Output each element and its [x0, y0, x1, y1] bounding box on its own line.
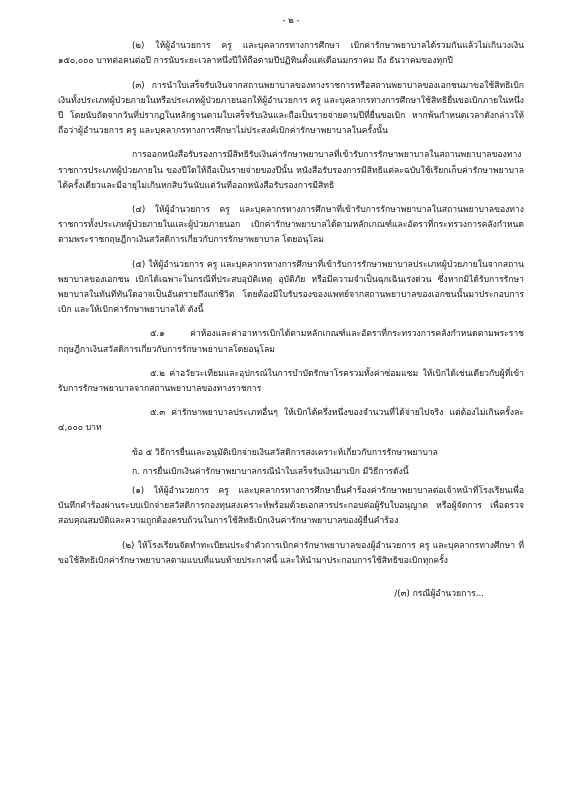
section-5-heading: ข้อ ๕ วิธีการยื่นและอนุมัติเบิกจ่ายเงินสวัสดิการสงเคราะห์เกี่ยวกับการรักษาพยาบาล	[132, 447, 438, 458]
clause-4-paragraph: (๔) ให้ผู้อำนวยการ ครู และบุคลากรทางการศึกษาที่เข้ารับการรักษาพยาบาลในสถานพยาบาลของทางราชการทั้งประเภทผู้ป่วยภายในและผู้ป่วยภายนอก เบิกค่ารักษาพยาบาลได้ตามหลักเกณฑ์และอัตราที่กระทรวงการคลังกำหนด ตามพระราชกฤษฎีกาเงินสวัสดิการเกี่ยวกับการรักษาพยาบาล โดยอนุโลม	[58, 205, 524, 246]
certificate-paragraph: การออกหนังสือรับรองการมีสิทธิรับเงินค่ารักษาพยาบาลที่เข้ารับการรักษาพยาบาลในสถานพยาบาลของทางราชการประเภทผู้ป่วยภายใน ของปีใดให้ถือเป็นรายจ่ายของปีนั้น หนังสือรับรองการมีสิทธิแต่ละฉบับใช้เรียกเก็บค่ารักษาพยาบาลได้ครั้งเดียวและมีอายุไม่เกินหกสิบวันนับแต่วันที่ออกหนังสือรับรองการมีสิทธิ	[58, 150, 524, 191]
page-number: - ๒ -	[282, 16, 300, 26]
procedure-1-paragraph: (๑) ให้ผู้อำนวยการ ครู และบุคลากรทางการศึกษายื่นคำร้องค่ารักษาพยาบาลต่อเจ้าหน้าที่โรงเรียนเพื่อบันทึกคำร้องผ่านระบบเบิกจ่ายสวัสดิการกองทุนสงเคราะห์พร้อมด้วยเอกสารประกอบต่อผู้รับใบอนุญาต หรือผู้จัดการ เพื่อตรวจสอบคุณสมบัติและความถูกต้องครบถ้วนในการใช้สิทธิเบิกเงินค่ารักษาพยาบาลของผู้ยื่นคำร้อง	[58, 486, 524, 527]
item-5-3-paragraph: ๕.๓ ค่ารักษาพยาบาลประเภทอื่นๆ ให้เบิกได้ครึ่งหนึ่งของจำนวนที่ได้จ่ายไปจริง แต่ต้องไม่เกินครั้งละ ๔,๐๐๐ บาท	[58, 408, 524, 434]
continuation-marker: /(๓) กรณีผู้อำนวยการ...	[394, 589, 484, 600]
clause-5-paragraph: (๕) ให้ผู้อำนวยการ ครู และบุคลากรทางการศึกษาที่เข้ารับการรักษาพยาบาลประเภทผู้ป่วยภายในจากสถานพยาบาลของเอกชน เบิกได้เฉพาะในกรณีที่ประสบอุบัติเหตุ อุบัติภัย หรือมีความจำเป็นฉุกเฉินเร่งด่วน ซึ่งหากมิได้รับการรักษาพยาบาลในทันทีทันใดอาจเป็นอันตรายถึงแก่ชีวิต โดยต้องมีใบรับรองของแพทย์จากสถานพยาบาลของเอกชนนั้นมาประกอบการเบิก และให้เบิกค่ารักษาพยาบาลได้ ดังนี้	[58, 259, 524, 316]
item-5-1-paragraph: ๕.๑ ค่าห้องและค่าอาหารเบิกได้ตามหลักเกณฑ์และอัตราที่กระทรวงการคลังกำหนดตามพระราชกฤษฎีกาเงินสวัสดิการเกี่ยวกับการรักษาพยาบาลโดยอนุโลม	[58, 329, 524, 355]
subsection-a-heading: ก. การยื่นเบิกเงินค่ารักษาพยาบาลกรณีนำใบเสร็จรับเงินมาเบิก มีวิธีการดังนี้	[132, 466, 409, 477]
clause-3-paragraph: (๓) การนำใบเสร็จรับเงินจากสถานพยาบาลของทางราชการหรือสถานพยาบาลของเอกชนมาขอใช้สิทธิเบิกเงินทั้งประเภทผู้ป่วยภายในหรือประเภทผู้ป่วยภายนอกให้ผู้อำนวยการ ครู และบุคลากรทางการศึกษาใช้สิทธิยื่นขอเบิกภายในหนึ่งปี โดยนับถัดจากวันที่ปรากฏในหลักฐานตามใบเสร็จรับเงินและถือเป็นรายจ่ายตามปีที่ยื่นขอเบิก หากพ้นกำหนดเวลาดังกล่าวให้ถือว่าผู้อำนวยการ ครู และบุคลากรทางการศึกษาไม่ประสงค์เบิกค่ารักษาพยาบาลในครั้งนั้น	[58, 80, 524, 137]
procedure-2-paragraph: (๒) ให้โรงเรียนจัดทำทะเบียนประจำตัวการเบิกค่ารักษาพยาบาลของผู้อำนวยการ ครู และบุคลากรทางศึกษา ที่ขอใช้สิทธิเบิกค่ารักษาพยาบาลตามแบบที่แนบท้ายประกาศนี้ และให้นำมาประกอบการใช้สิทธิขอเบิกทุกครั้ง	[58, 540, 524, 566]
item-5-2-paragraph: ๕.๒ ค่าอวัยวะเทียมและอุปกรณ์ในการบำบัดรักษาโรครวมทั้งค่าซ่อมแซม ให้เบิกได้เช่นเดียวกับผู้ที่เข้ารับการรักษาพยาบาลจากสถานพยาบาลของทางราชการ	[58, 368, 524, 395]
clause-2-paragraph: (๒) ให้ผู้อำนวยการ ครู และบุคลากรทางการศึกษา เบิกค่ารักษาพยาบาลได้รวมกันแล้วไม่เกินวงเงิน ๑๕๐,๐๐๐ บาทต่อคนต่อปี การนับระยะเวลาหนึ่งปีให้ถือตามปีปฏิทินตั้งแต่เดือนมกราคม ถึง ธันวาคมของทุกปี	[58, 41, 524, 67]
